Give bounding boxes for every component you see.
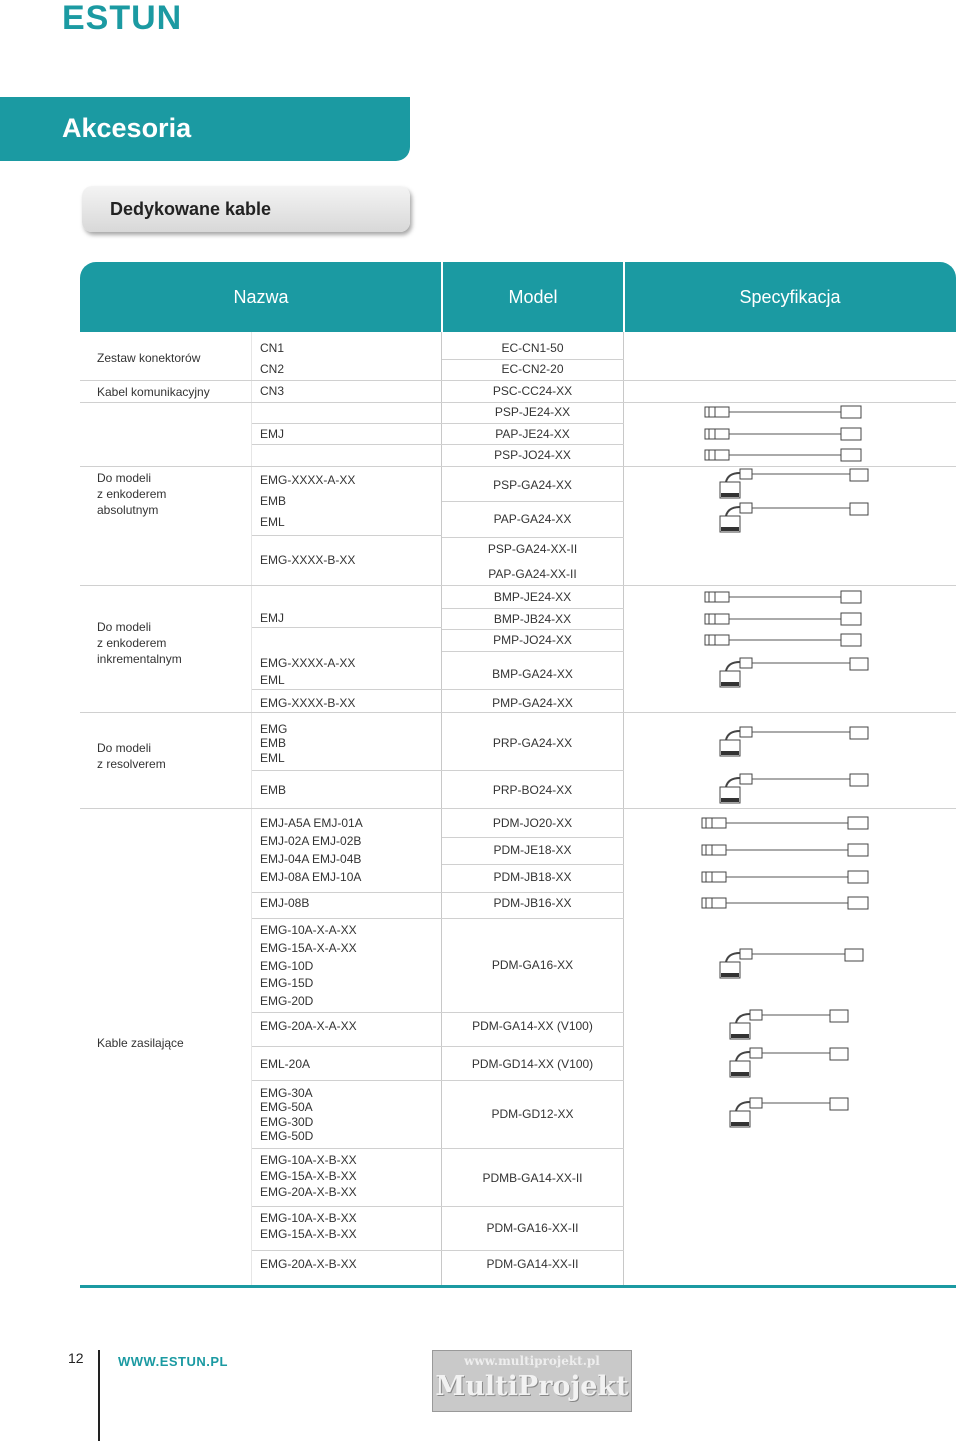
column-divider bbox=[251, 332, 252, 1286]
cable-icon bbox=[703, 445, 873, 465]
header-divider bbox=[623, 262, 625, 332]
cell-name: EMJ-04A EMJ-04B bbox=[260, 852, 362, 866]
row-separator bbox=[442, 1046, 624, 1047]
row-separator bbox=[442, 808, 624, 809]
cell-name: EMJ-A5A EMJ-01A bbox=[260, 816, 363, 830]
cell-model: PMP-GA24-XX bbox=[492, 696, 573, 710]
group-label: Kable zasilające bbox=[97, 1036, 184, 1050]
cell-name: EMG-30A bbox=[260, 1086, 313, 1100]
cell-model: PDM-GA14-XX-II bbox=[486, 1257, 579, 1271]
row-separator bbox=[252, 1250, 442, 1251]
cell-name: EMG-20A-X-B-XX bbox=[260, 1257, 357, 1271]
footer-divider bbox=[98, 1350, 100, 1441]
logo-text: ESTUN bbox=[62, 2, 183, 32]
watermark-name: MultiProjekt bbox=[435, 1371, 629, 1402]
cell-model: PAP-GA24-XX bbox=[493, 512, 572, 526]
cell-name: EMG-15A-X-B-XX bbox=[260, 1169, 357, 1183]
table-bottom-border bbox=[80, 1285, 956, 1288]
cell-model: PDM-JO20-XX bbox=[492, 816, 573, 830]
row-separator bbox=[442, 1148, 624, 1149]
row-separator bbox=[252, 444, 442, 445]
cell-model: BMP-JB24-XX bbox=[493, 612, 572, 626]
cell-model: PSP-JO24-XX bbox=[494, 448, 571, 462]
row-separator bbox=[442, 651, 624, 652]
row-separator bbox=[442, 1250, 624, 1251]
row-separator bbox=[442, 359, 624, 360]
cell-name: EMG-10A-X-A-XX bbox=[260, 923, 357, 937]
row-separator bbox=[442, 689, 624, 690]
cell-name: EMJ bbox=[260, 427, 284, 441]
row-separator bbox=[442, 402, 624, 403]
cell-name: EMG-15A-X-B-XX bbox=[260, 1227, 357, 1241]
cell-name: EMB bbox=[260, 494, 287, 508]
cable-icon bbox=[728, 1097, 858, 1131]
group-label: absolutnym bbox=[97, 503, 159, 517]
cell-name: EMG-XXXX-A-XX bbox=[260, 473, 356, 487]
row-separator bbox=[252, 1148, 442, 1149]
cell-model: PDMB-GA14-XX-II bbox=[482, 1171, 583, 1185]
cell-name: CN2 bbox=[260, 362, 285, 376]
cell-model: PSC-CC24-XX bbox=[492, 384, 573, 398]
group-label: Zestaw konektorów bbox=[97, 351, 201, 365]
cell-model: PAP-JE24-XX bbox=[495, 427, 570, 441]
row-separator bbox=[252, 892, 442, 893]
cable-icon bbox=[700, 893, 880, 913]
cable-icon bbox=[700, 840, 880, 860]
row-separator bbox=[442, 1012, 624, 1013]
cell-name: EML bbox=[260, 673, 285, 687]
cell-name: EMG-10A-X-B-XX bbox=[260, 1153, 357, 1167]
cell-model: PDM-JB16-XX bbox=[493, 896, 572, 910]
row-separator bbox=[442, 837, 624, 838]
cell-name: EMB bbox=[260, 783, 287, 797]
cell-model: BMP-GA24-XX bbox=[492, 667, 573, 681]
row-separator bbox=[442, 423, 624, 424]
cell-name: EMG-15A-X-A-XX bbox=[260, 941, 357, 955]
cable-icon bbox=[700, 813, 880, 833]
row-separator bbox=[442, 585, 624, 586]
cell-model: BMP-JE24-XX bbox=[493, 590, 572, 604]
cable-icon bbox=[728, 1047, 858, 1081]
cell-model: PAP-GA24-XX-II bbox=[488, 567, 577, 581]
cell-model: PDM-JE18-XX bbox=[493, 843, 572, 857]
cell-name: EMG-10A-X-B-XX bbox=[260, 1211, 357, 1225]
cable-icon bbox=[703, 587, 873, 607]
cable-icon bbox=[703, 609, 873, 629]
cell-name: CN1 bbox=[260, 341, 285, 355]
cable-icon bbox=[703, 402, 873, 422]
row-separator bbox=[252, 627, 442, 628]
group-label: z enkoderem bbox=[97, 636, 167, 650]
cell-name: EMG bbox=[260, 722, 288, 736]
cell-name: EMG-10D bbox=[260, 959, 314, 973]
cell-name: EMG-30D bbox=[260, 1115, 314, 1129]
cell-name: EMG-XXXX-A-XX bbox=[260, 656, 356, 670]
cell-name: EMG-20D bbox=[260, 994, 314, 1008]
row-separator bbox=[252, 918, 442, 919]
row-separator bbox=[252, 1046, 442, 1047]
cell-name: EMJ bbox=[260, 611, 284, 625]
header-divider bbox=[441, 262, 443, 332]
footer-url[interactable]: WWW.ESTUN.PL bbox=[118, 1354, 228, 1369]
cable-icon bbox=[718, 502, 878, 536]
header-nazwa: Nazwa bbox=[233, 287, 289, 307]
header-specyfikacja: Specyfikacja bbox=[739, 287, 841, 307]
column-divider bbox=[623, 332, 624, 1286]
cell-model: PRP-GA24-XX bbox=[492, 736, 573, 750]
group-label: z enkoderem bbox=[97, 487, 167, 501]
cell-name: EMG-XXXX-B-XX bbox=[260, 553, 356, 567]
row-separator bbox=[442, 537, 624, 538]
row-separator bbox=[442, 608, 624, 609]
cell-name: EML bbox=[260, 751, 285, 765]
row-separator bbox=[442, 892, 624, 893]
row-separator bbox=[442, 444, 624, 445]
cell-name: EMG-15D bbox=[260, 976, 314, 990]
cell-model: PDM-GD14-XX (V100) bbox=[471, 1057, 594, 1071]
group-label: Do modeli bbox=[97, 741, 152, 755]
watermark-url: www.multiprojekt.pl bbox=[464, 1354, 600, 1368]
cable-icon bbox=[718, 948, 873, 982]
cell-model: PDM-GA16-XX bbox=[491, 958, 574, 972]
group-label: inkrementalnym bbox=[97, 652, 182, 666]
cable-icon bbox=[718, 726, 878, 760]
row-separator bbox=[80, 712, 956, 713]
row-separator bbox=[252, 689, 442, 690]
cable-icon bbox=[728, 1009, 858, 1043]
cable-icon bbox=[718, 657, 878, 691]
cell-model: EC-CN1-50 bbox=[501, 341, 564, 355]
cell-name: EML-20A bbox=[260, 1057, 311, 1071]
section-title: Akcesoria bbox=[62, 113, 192, 143]
cell-name: EMJ-08B bbox=[260, 896, 310, 910]
cable-icon bbox=[718, 468, 878, 502]
row-separator bbox=[442, 466, 624, 467]
cable-icon bbox=[718, 773, 878, 807]
cell-name: EMJ-08A EMJ-10A bbox=[260, 870, 362, 884]
cell-model: PMP-JO24-XX bbox=[493, 633, 572, 647]
row-separator bbox=[252, 423, 442, 424]
row-separator bbox=[252, 1012, 442, 1013]
cell-model: PSP-GA24-XX-II bbox=[487, 542, 578, 556]
group-label: Kabel komunikacyjny bbox=[97, 385, 210, 399]
cell-model: PSP-JE24-XX bbox=[494, 405, 571, 419]
row-separator bbox=[442, 1080, 624, 1081]
cell-model: PDM-GA14-XX (V100) bbox=[472, 1019, 593, 1033]
cell-name: EMG-50D bbox=[260, 1129, 314, 1143]
row-separator bbox=[442, 864, 624, 865]
cell-model: EC-CN2-20 bbox=[501, 362, 564, 376]
column-divider bbox=[441, 332, 442, 1286]
row-separator bbox=[252, 1080, 442, 1081]
header-model: Model bbox=[508, 287, 558, 307]
row-separator bbox=[442, 1206, 624, 1207]
row-separator bbox=[252, 770, 442, 771]
cell-model: PDM-GD12-XX bbox=[491, 1107, 574, 1121]
cell-name: EMG-XXXX-B-XX bbox=[260, 696, 356, 710]
cable-icon bbox=[703, 630, 873, 650]
group-label: Do modeli bbox=[97, 620, 152, 634]
row-separator bbox=[252, 535, 442, 536]
cell-name: EMG-20A-X-A-XX bbox=[260, 1019, 357, 1033]
cell-name: EMJ-02A EMJ-02B bbox=[260, 834, 362, 848]
row-separator bbox=[80, 380, 956, 381]
estun-logo bbox=[62, 2, 208, 37]
watermark-logo bbox=[432, 1350, 632, 1412]
cell-model: PDM-JB18-XX bbox=[493, 870, 572, 884]
cell-name: EMB bbox=[260, 736, 287, 750]
row-separator bbox=[442, 629, 624, 630]
subsection-title: Dedykowane kable bbox=[110, 199, 272, 219]
group-label: z resolverem bbox=[97, 757, 166, 771]
cell-name: EMG-50A bbox=[260, 1100, 313, 1114]
cell-name: EML bbox=[260, 515, 285, 529]
group-label: Do modeli bbox=[97, 471, 152, 485]
cell-name: CN3 bbox=[260, 384, 285, 398]
row-separator bbox=[252, 1206, 442, 1207]
cell-model: PSP-GA24-XX bbox=[493, 478, 572, 492]
row-separator bbox=[442, 918, 624, 919]
page-number: 12 bbox=[68, 1350, 84, 1366]
cable-icon bbox=[700, 867, 880, 887]
cable-icon bbox=[703, 424, 873, 444]
cell-name: EMG-20A-X-B-XX bbox=[260, 1185, 357, 1199]
row-separator bbox=[442, 770, 624, 771]
row-separator bbox=[442, 501, 624, 502]
cell-model: PRP-BO24-XX bbox=[492, 783, 573, 797]
cell-model: PDM-GA16-XX-II bbox=[486, 1221, 579, 1235]
